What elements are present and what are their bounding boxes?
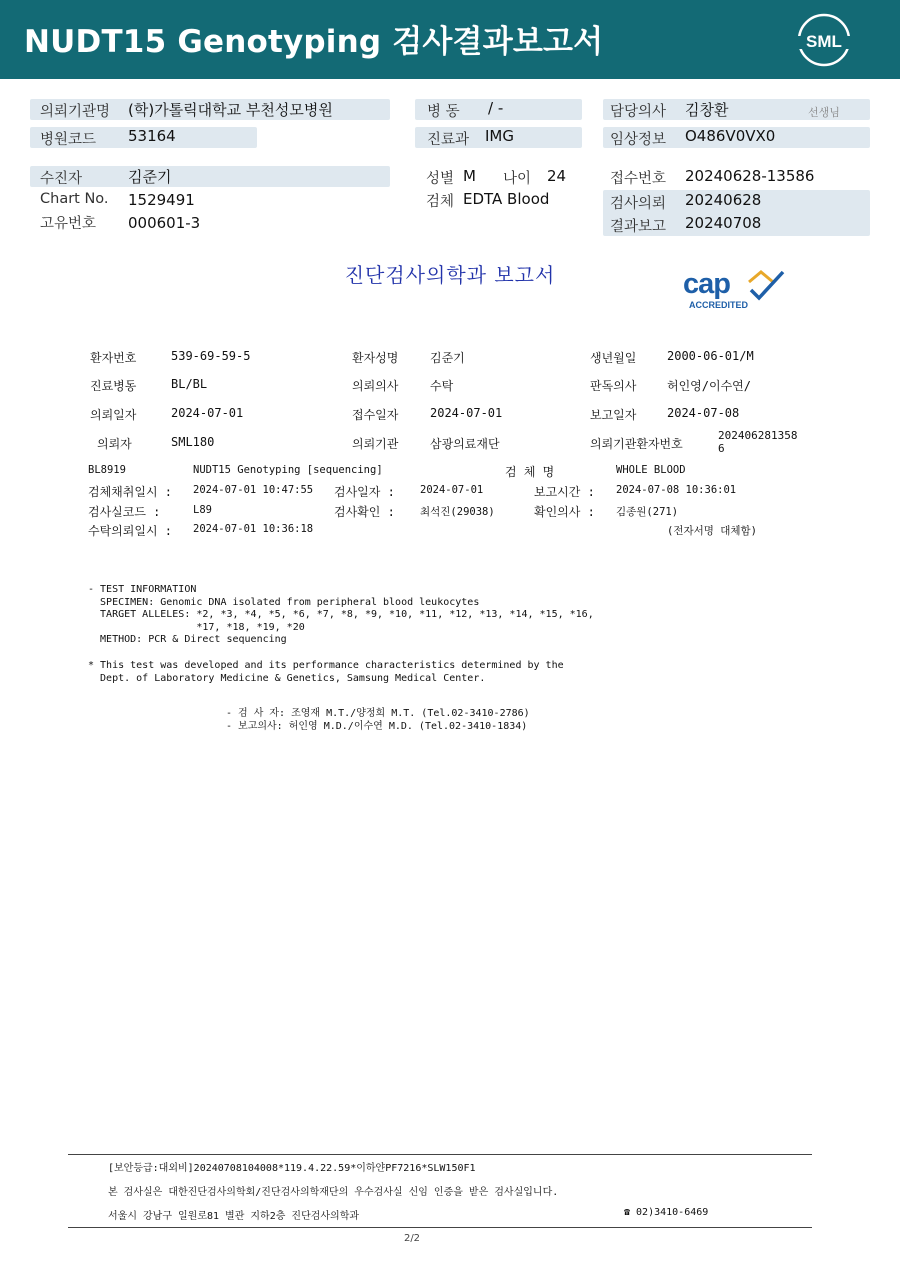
test-code: BL8919	[88, 464, 126, 476]
receipt-date-label: 접수일자	[352, 408, 399, 422]
reading-doctor-label: 판독의사	[590, 379, 637, 393]
collect-time-value: 2024-07-01 10:47:55	[193, 484, 314, 496]
patient-name-value: 김준기	[430, 351, 465, 365]
req-date-value: 2024-07-01	[171, 406, 244, 420]
test-date-value: 2024-07-01	[420, 484, 484, 496]
signers	[226, 707, 530, 733]
report-time-value: 2024-07-08 10:36:01	[616, 484, 737, 496]
requester-value: SML180	[171, 435, 215, 449]
address-line: 서울시 강남구 일원로81 별관 지하2층 진단검사의학과	[108, 1211, 360, 1222]
test-info-line: TARGET ALLELES: *2, *3, *4, *5, *6, *7, *8, *9, *10, *11, *12, *13, *14, *15, *16,	[88, 609, 594, 620]
lab-code-value: L89	[193, 504, 212, 516]
test-confirm-label: 검사확인 :	[334, 505, 395, 519]
receipt-value: 20240628-13586	[685, 167, 815, 185]
request-label: 검사의뢰	[610, 196, 667, 212]
cap-checkmark-icon	[743, 268, 787, 304]
signer-line: - 검 사 자: 조영재 M.T./양정희 M.T. (Tel.02-3410-2786)	[226, 708, 530, 719]
patient-name-label: 환자성명	[352, 351, 399, 365]
hospital-value: (학)가톨릭대학교 부천성모병원	[128, 101, 333, 119]
clinical-value: O486V0VX0	[685, 127, 776, 145]
req-doctor-label: 의뢰의사	[352, 379, 399, 393]
footer-bottom-line	[68, 1227, 812, 1228]
hospital-label: 의뢰기관명	[40, 104, 111, 120]
report-title: 진단검사의학과 보고서	[344, 263, 556, 287]
birth-value: 2000-06-01/M	[667, 349, 754, 363]
phone-line: ☎ 02)3410-6469	[624, 1207, 709, 1218]
specimen-name-label: 검 체 명	[505, 465, 555, 479]
test-info-line: - TEST INFORMATION	[88, 584, 197, 595]
e-signature-note: (전자서명 대체함)	[667, 525, 757, 537]
report-date-label: 보고일자	[590, 408, 637, 422]
ward-report-value: BL/BL	[171, 377, 208, 391]
chart-value: 1529491	[128, 191, 195, 209]
patient-no-value: 539-69-59-5	[171, 349, 251, 363]
ward-report-label: 진료병동	[90, 379, 137, 393]
patient-label: 수진자	[40, 171, 83, 187]
test-info-line: *17, *18, *19, *20	[88, 621, 305, 633]
sml-logo-icon	[796, 12, 852, 68]
birth-label: 생년월일	[590, 351, 637, 365]
result-value: 20240708	[685, 214, 762, 232]
report-time-label: 보고시간 :	[534, 485, 595, 499]
test-name: NUDT15 Genotyping [sequencing]	[193, 464, 383, 476]
collect-time-label: 검체채취일시 :	[88, 485, 173, 499]
sex-value: M	[463, 167, 476, 185]
header-bar	[0, 0, 900, 79]
unique-label: 고유번호	[40, 216, 97, 232]
confirm-doctor-value: 김종원(271)	[616, 506, 679, 518]
consign-time-value: 2024-07-01 10:36:18	[193, 523, 314, 535]
doctor-suffix: 선생님	[808, 106, 840, 119]
doctor-label: 담당의사	[610, 104, 667, 120]
consign-time-label: 수탁의뢰일시 :	[88, 524, 173, 538]
dept-label: 진료과	[427, 132, 470, 148]
receipt-date-value: 2024-07-01	[430, 406, 503, 420]
footer-top-line	[68, 1154, 812, 1155]
doctor-value: 김창환	[685, 101, 729, 119]
unique-value: 000601-3	[128, 214, 201, 232]
specimen-value: EDTA Blood	[463, 190, 550, 208]
hospital-code-value: 53164	[128, 127, 176, 145]
age-value: 24	[547, 167, 567, 185]
dept-value: IMG	[485, 127, 514, 145]
requester-label: 의뢰자	[97, 437, 132, 451]
test-note	[88, 659, 564, 685]
req-org-label: 의뢰기관	[352, 437, 399, 451]
request-value: 20240628	[685, 191, 762, 209]
report-date-value: 2024-07-08	[667, 406, 740, 420]
test-info-line: SPECIMEN: Genomic DNA isolated from peripheral blood leukocytes	[88, 596, 480, 608]
req-date-label: 의뢰일자	[90, 408, 137, 422]
result-label: 결과보고	[610, 219, 667, 235]
note-line: Dept. of Laboratory Medicine & Genetics, Samsung Medical Center.	[88, 673, 486, 684]
patient-row	[30, 166, 390, 187]
receipt-label: 접수번호	[610, 171, 667, 187]
cert-line: 본 검사실은 대한진단검사의학회/진단검사의학재단의 우수검사실 신임 인증을 받은 검사실입니다.	[108, 1187, 559, 1198]
cap-accredited-logo	[683, 268, 793, 314]
page-title: NUDT15 Genotyping 검사결과보고서	[24, 24, 604, 60]
security-line: [보안등급:대외비]20240708104008*119.4.22.59*이하얀PF7216*SLW150F1	[108, 1163, 476, 1174]
patient-no-label: 환자번호	[90, 351, 137, 365]
chart-label: Chart No.	[40, 191, 109, 207]
hospital-code-label: 병원코드	[40, 132, 97, 148]
req-org-value: 삼광의료재단	[430, 437, 500, 451]
cap-accredited-text: ACCREDITED	[689, 300, 749, 310]
confirm-doctor-label: 확인의사 :	[534, 505, 595, 519]
clinical-label: 임상정보	[610, 132, 667, 148]
test-information	[88, 584, 594, 647]
page-number: 2/2	[403, 1233, 421, 1244]
ward-value: / -	[488, 99, 504, 117]
test-info-line: METHOD: PCR & Direct sequencing	[88, 634, 287, 645]
test-confirm-value: 최석진(29038)	[420, 506, 495, 518]
req-doctor-value: 수탁	[430, 379, 454, 393]
req-org-patient-no-value-1: 202406281358	[718, 429, 798, 442]
logo-text: SML	[806, 32, 842, 51]
specimen-name-value: WHOLE BLOOD	[616, 464, 686, 476]
specimen-label: 검체	[426, 194, 455, 210]
req-org-patient-no-label: 의뢰기관환자번호	[590, 437, 683, 451]
age-label: 나이	[503, 171, 532, 187]
test-date-label: 검사일자 :	[334, 485, 395, 499]
patient-value: 김준기	[128, 168, 172, 186]
lab-code-label: 검사실코드 :	[88, 505, 161, 519]
sex-label: 성별	[426, 171, 455, 187]
ward-label: 병 동	[427, 104, 460, 120]
reading-doctor-value: 허인영/이수연/	[667, 379, 752, 393]
cap-text: cap	[683, 268, 730, 300]
req-org-patient-no-value-2: 6	[718, 442, 725, 455]
note-line: * This test was developed and its performance characteristics determined by the	[88, 660, 564, 671]
signer-line: - 보고의사: 허인영 M.D./이수연 M.D. (Tel.02-3410-1834)	[226, 721, 528, 732]
